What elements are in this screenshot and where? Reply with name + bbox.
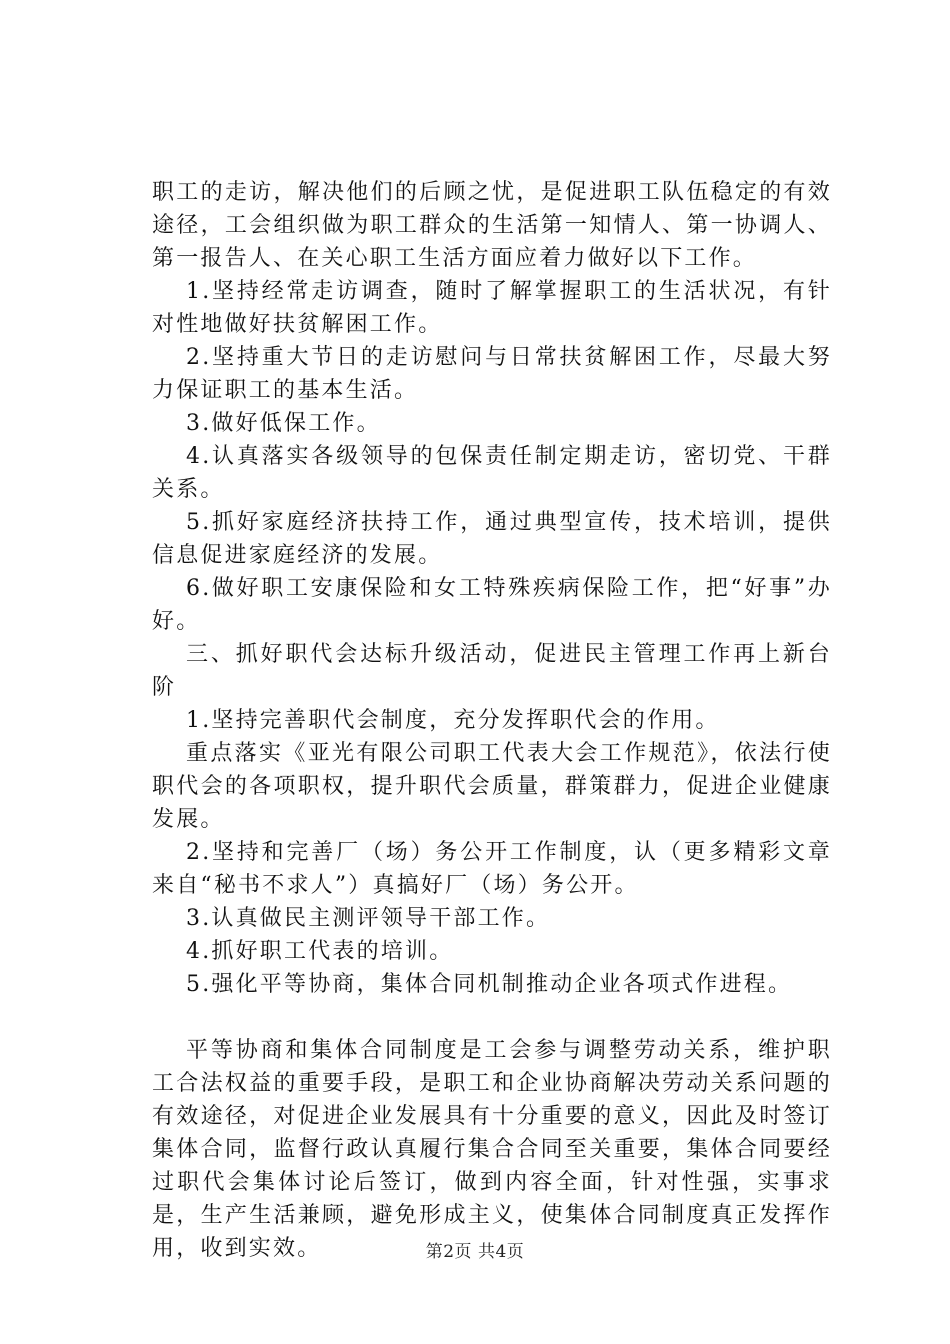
document-body xyxy=(152,176,832,1265)
section3-item-5: 5.强化平等协商，集体合同机制推动企业各项式作进程。 xyxy=(186,972,793,997)
section3-item-3: 3.认真做民主测评领导干部工作。 xyxy=(186,906,551,931)
section3-item-4: 4.抓好职工代表的培训。 xyxy=(186,939,454,964)
list-item-6: 6.做好职工安康保险和女工特殊疾病保险工作，把“好事”办好。 xyxy=(152,576,832,634)
section3-item-1-detail: 重点落实《亚光有限公司职工代表大会工作规范》，依法行使职代会的各项职权，提升职代会质量，群策群力，促进企业健康发展。 xyxy=(152,741,832,832)
list-item-1: 1.坚持经常走访调查，随时了解掌握职工的生活状况，有针对性地做好扶贫解困工作。 xyxy=(152,279,832,337)
page-number-footer: 第2页 共4页 xyxy=(425,1242,525,1262)
list-item-3: 3.做好低保工作。 xyxy=(186,411,381,436)
section-heading-3: 三、抓好职代会达标升级活动，促进民主管理工作再上新台阶 xyxy=(152,642,832,700)
list-item-2: 2.坚持重大节日的走访慰问与日常扶贫解困工作，尽最大努力保证职工的基本生活。 xyxy=(152,345,832,403)
section3-item-1: 1.坚持完善职代会制度，充分发挥职代会的作用。 xyxy=(186,708,720,733)
paragraph-collective-contract: 平等协商和集体合同制度是工会参与调整劳动关系，维护职工合法权益的重要手段，是职工和企业协商解决劳动关系问题的有效途径，对促进企业发展具有十分重要的意义，因此及时签订集体合同，监督行政认真履行集合合同至关重要，集体合同要经过职代会集体讨论后签订，做到内容全面，针对性强，实事求是，生产生活兼顾，避免形成主义，使集体合同制度真正发挥作用，收到实效。 xyxy=(152,1038,832,1261)
paragraph-intro: 职工的走访，解决他们的后顾之忧，是促进职工队伍稳定的有效途径，工会组织做为职工群众的生活第一知情人、第一协调人、第一报告人、在关心职工生活方面应着力做好以下工作。 xyxy=(152,180,832,271)
paragraph-spacer xyxy=(152,1001,832,1034)
section3-item-2: 2.坚持和完善厂（场）务公开工作制度，认（更多精彩文章来自“秘书不求人”）真搞好厂（场）务公开。 xyxy=(152,840,832,898)
list-item-5: 5.抓好家庭经济扶持工作，通过典型宣传，技术培训，提供信息促进家庭经济的发展。 xyxy=(152,510,832,568)
list-item-4: 4.认真落实各级领导的包保责任制定期走访，密切党、干群关系。 xyxy=(152,444,832,502)
